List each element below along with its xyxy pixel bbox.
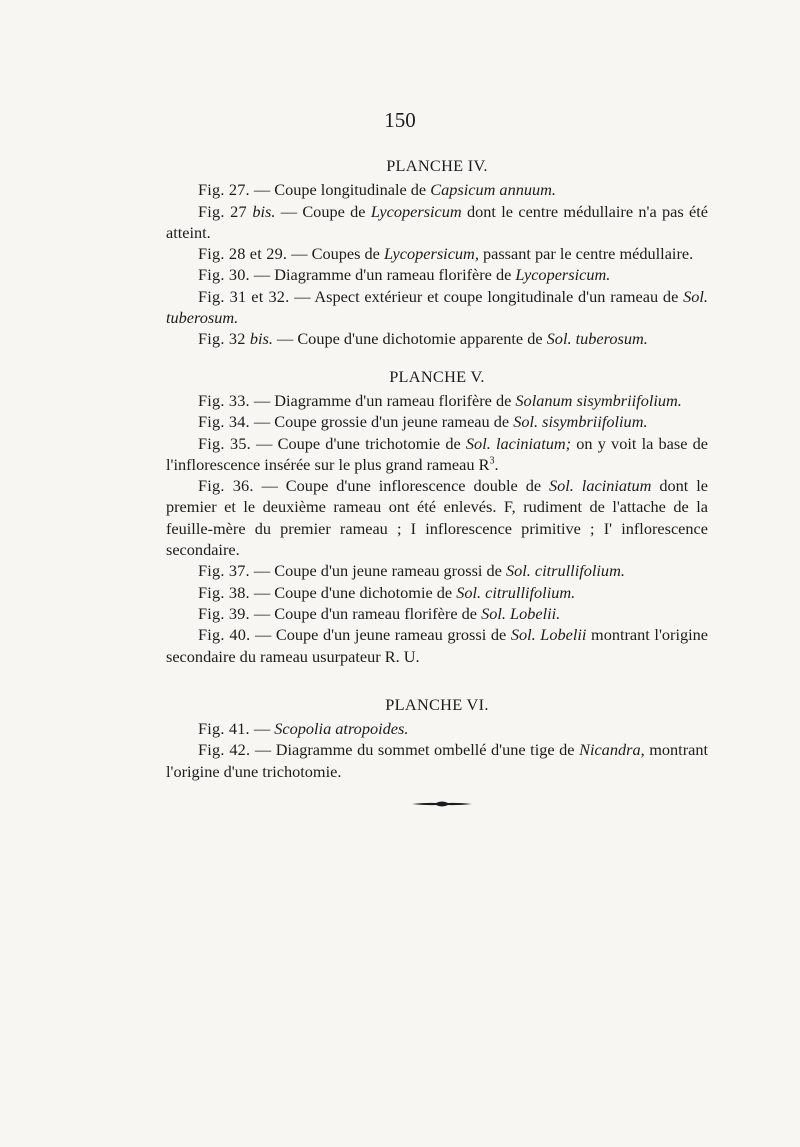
figure-number: Fig. 34. bbox=[198, 412, 250, 432]
plate-heading: PLANCHE VI. bbox=[385, 694, 489, 714]
taxon-name: Sol. citrullifolium. bbox=[505, 561, 625, 581]
caption-text: — Coupe d'une dichotomie de bbox=[249, 582, 457, 602]
taxon-name: Scopolia atropoides. bbox=[274, 719, 409, 739]
caption-text: — Coupe longitudinale de bbox=[249, 180, 431, 200]
figure-caption bbox=[166, 560, 708, 581]
taxon-name: Sol. Lobelii bbox=[510, 625, 587, 645]
caption-text: — Coupe d'un rameau florifère de bbox=[249, 603, 482, 623]
figure-caption bbox=[166, 201, 708, 244]
taxon-name: bis. bbox=[252, 201, 276, 221]
caption-text: — Diagramme d'un rameau florifère de bbox=[249, 265, 516, 285]
figure-caption bbox=[166, 624, 708, 667]
figure-caption bbox=[166, 739, 708, 782]
figure-number: Fig. 38. bbox=[198, 582, 250, 602]
plate-heading: PLANCHE V. bbox=[389, 366, 485, 386]
caption-text: — Diagramme d'un rameau florifère de bbox=[249, 390, 516, 410]
caption-text: 3 bbox=[489, 455, 495, 467]
figure-number: Fig. 36. bbox=[198, 476, 254, 496]
caption-text: — Coupe grossie d'un jeune rameau de bbox=[249, 412, 514, 432]
taxon-name: Sol. sisymbriifolium. bbox=[513, 412, 648, 432]
taxon-name: Sol. Lobelii. bbox=[481, 603, 561, 623]
figure-caption bbox=[166, 475, 708, 560]
figure-number: Fig. 42. bbox=[198, 740, 251, 760]
figure-number: Fig. 27. bbox=[198, 180, 250, 200]
caption-text: on y voit la base de l'inflorescence insérée sur le plus grand rameau R bbox=[166, 433, 709, 474]
caption-text: — Coupe d'un jeune rameau grossi de bbox=[250, 625, 511, 645]
caption-text: , montrant l'origine d'une trichotomie. bbox=[166, 740, 708, 781]
taxon-name: Solanum sisymbriifolium. bbox=[515, 390, 682, 410]
figure-number: Fig. 27 bbox=[198, 201, 253, 221]
figure-number: Fig. 28 et 29. bbox=[198, 244, 288, 264]
figure-number: Fig. 33. bbox=[198, 390, 250, 410]
figure-number: Fig. 40. bbox=[198, 625, 251, 645]
caption-text: — Aspect extérieur et coupe longitudinale d'un rameau de bbox=[289, 286, 684, 306]
taxon-name: Sol. tuberosum. bbox=[166, 286, 708, 328]
plate-heading: PLANCHE IV. bbox=[386, 156, 488, 175]
end-ornament-icon bbox=[412, 800, 472, 808]
caption-text: — Coupe d'une inflorescence double de bbox=[253, 476, 549, 496]
taxon-name: Nicandra bbox=[579, 740, 641, 760]
figure-caption bbox=[166, 603, 708, 624]
taxon-name: Lycopersicum. bbox=[515, 265, 611, 285]
figure-number: Fig. 30. bbox=[198, 265, 250, 285]
figure-number: Fig. 39. bbox=[198, 603, 250, 623]
figure-number: Fig. 32 bbox=[198, 329, 250, 349]
figure-caption bbox=[166, 433, 708, 476]
figure-caption bbox=[166, 390, 708, 411]
caption-text: dont le premier et le deuxième rameau ont été enlevés. F, rudiment de l'attache de la feuille-mère du premier rameau ; I inflorescence primitive ; I' inflorescence secondaire. bbox=[166, 476, 709, 560]
page-number: 150 bbox=[384, 108, 416, 132]
taxon-name: Lycopersicum bbox=[370, 201, 462, 221]
caption-text: — Coupe d'un jeune rameau grossi de bbox=[249, 561, 506, 581]
figure-number: Fig. 35. bbox=[198, 433, 251, 453]
figure-caption bbox=[166, 179, 708, 200]
taxon-name: Sol. tuberosum. bbox=[546, 329, 648, 349]
caption-text: — bbox=[249, 719, 275, 739]
figure-caption bbox=[166, 718, 708, 739]
caption-text: . bbox=[494, 454, 499, 474]
caption-text: passant par le centre médullaire. bbox=[478, 244, 694, 264]
plate-legends bbox=[166, 155, 708, 782]
caption-text: — Coupe d'une dichotomie apparente de bbox=[272, 329, 547, 349]
figure-number: Fig. 31 et 32. bbox=[198, 286, 290, 306]
figure-caption bbox=[166, 582, 708, 603]
figure-caption bbox=[166, 328, 708, 349]
caption-text: dont le centre médullaire n'a pas été atteint. bbox=[166, 201, 708, 242]
taxon-name: Sol. citrullifolium. bbox=[456, 582, 576, 602]
caption-text: — Coupes de bbox=[287, 244, 384, 264]
caption-text: — Coupe d'une trichotomie de bbox=[250, 433, 466, 453]
figure-number: Fig. 37. bbox=[198, 561, 250, 581]
figure-caption bbox=[166, 286, 708, 329]
taxon-name: bis. bbox=[249, 329, 273, 349]
taxon-name: Sol. laciniatum bbox=[549, 476, 652, 496]
figure-caption bbox=[166, 264, 708, 285]
figure-caption bbox=[166, 411, 708, 432]
caption-text: — Diagramme du sommet ombellé d'une tige de bbox=[250, 740, 580, 760]
caption-text: — Coupe de bbox=[275, 201, 371, 221]
taxon-name: Capsicum annuum. bbox=[430, 180, 556, 200]
figure-number: Fig. 41. bbox=[198, 719, 250, 739]
figure-caption bbox=[166, 243, 708, 264]
taxon-name: Sol. laciniatum; bbox=[465, 433, 572, 453]
taxon-name: Lycopersicum, bbox=[383, 244, 479, 264]
caption-text: montrant l'origine secondaire du rameau usurpateur R. U. bbox=[166, 625, 709, 666]
